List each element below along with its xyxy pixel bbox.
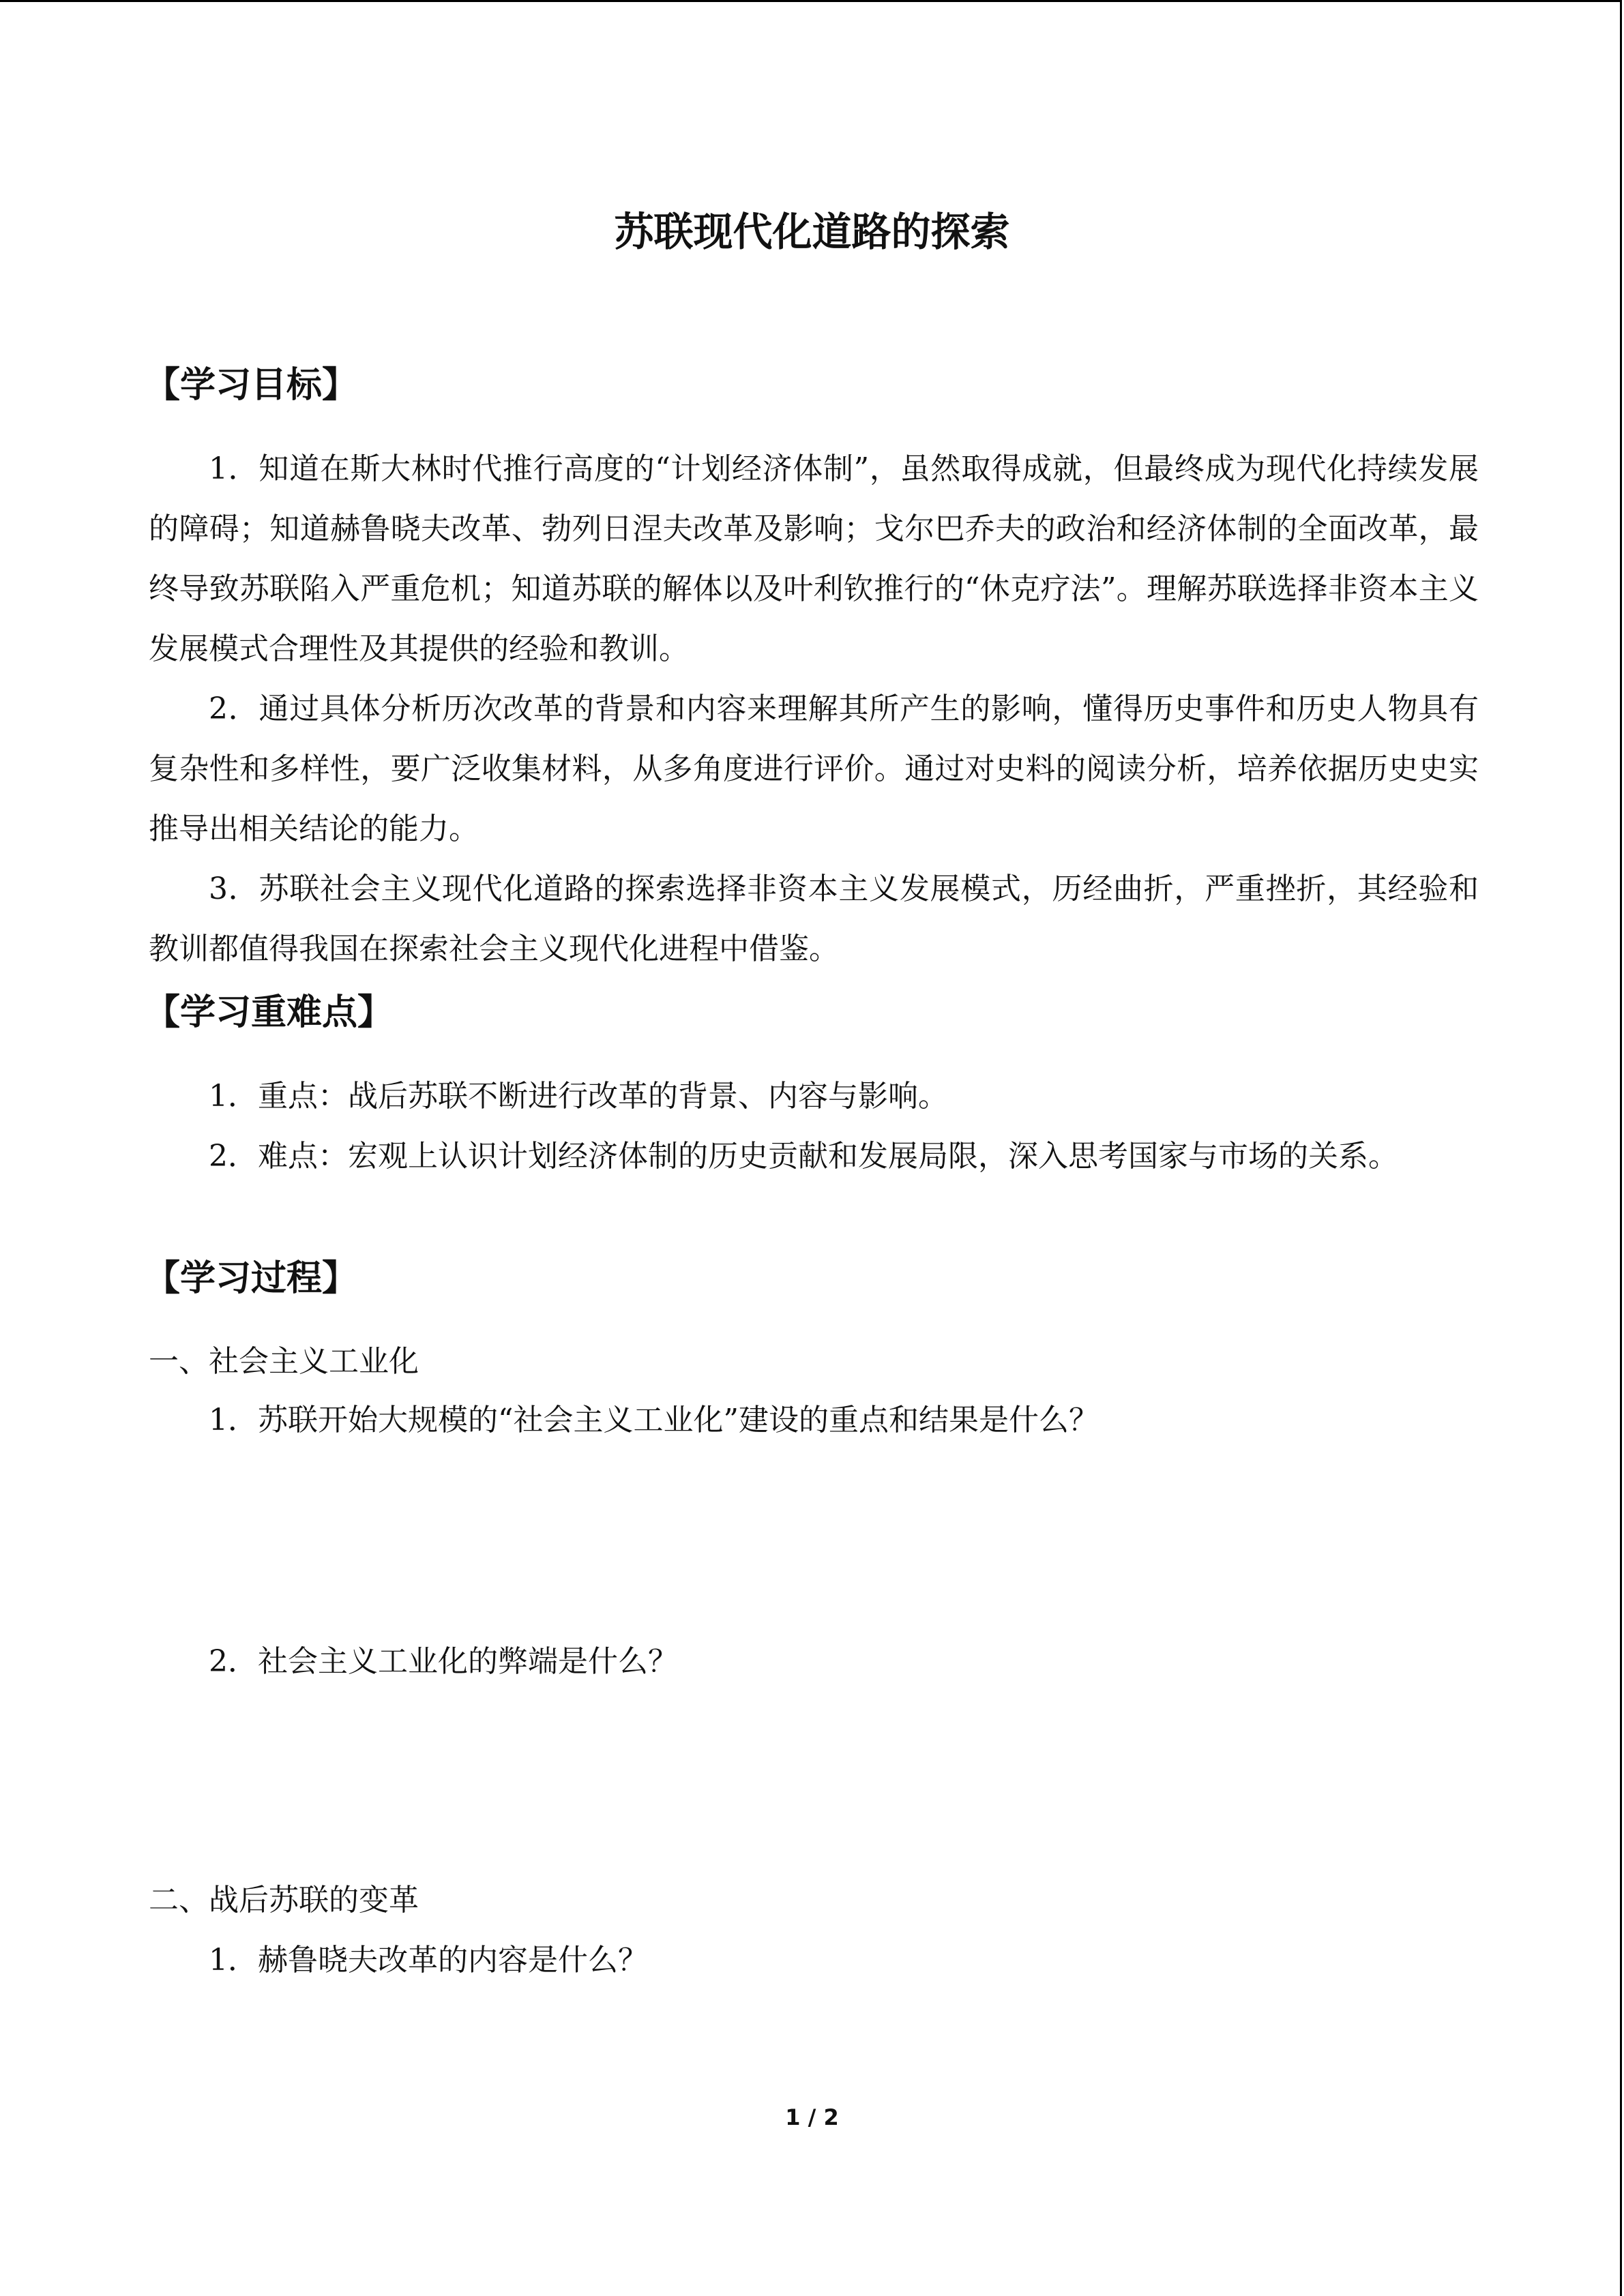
section-heading-objectives: 【学习目标】 [145, 365, 358, 406]
part2-question-1: 1．赫鲁晓夫改革的内容是什么？ [209, 1943, 648, 1978]
section-heading-key-points: 【学习重难点】 [145, 992, 394, 1033]
key-point-item-2: 2．难点：宏观上认识计划经济体制的历史贡献和发展局限，深入思考国家与市场的关系。 [209, 1139, 1398, 1174]
part1-title: 一、社会主义工业化 [149, 1344, 419, 1379]
key-point-item-1: 1．重点：战后苏联不断进行改革的背景、内容与影响。 [209, 1079, 948, 1114]
objective-item-3: 3．苏联社会主义现代化道路的探索选择非资本主义发展模式，历经曲折，严重挫折，其经验和教训都值得我国在探索社会主义现代化进程中借鉴。 [149, 871, 1479, 966]
section-heading-process: 【学习过程】 [145, 1258, 358, 1299]
part1-question-2: 2．社会主义工业化的弊端是什么？ [209, 1644, 678, 1679]
part2-title: 二、战后苏联的变革 [149, 1883, 419, 1918]
page-title: 苏联现代化道路的探索 [614, 209, 1010, 255]
objective-item-1: 1．知道在斯大林时代推行高度的“计划经济体制”，虽然取得成就，但最终成为现代化持续发展的障碍；知道赫鲁晓夫改革、勃列日涅夫改革及影响；戈尔巴乔夫的政治和经济体制的全面改革，最终导致苏联陷入严重危机；知道苏联的解体以及叶利钦推行的“休克疗法”。理解苏联选择非资本主义发展模式合理性及其提供的经验和教训。 [149, 451, 1479, 666]
part1-question-1: 1．苏联开始大规模的“社会主义工业化”建设的重点和结果是什么？ [209, 1403, 1099, 1437]
objective-item-2: 2．通过具体分析历次改革的背景和内容来理解其所产生的影响，懂得历史事件和历史人物具有复杂性和多样性，要广泛收集材料，从多角度进行评价。通过对史料的阅读分析，培养依据历史史实推导出相关结论的能力。 [149, 691, 1479, 846]
page-number: 1 / 2 [785, 2104, 839, 2130]
